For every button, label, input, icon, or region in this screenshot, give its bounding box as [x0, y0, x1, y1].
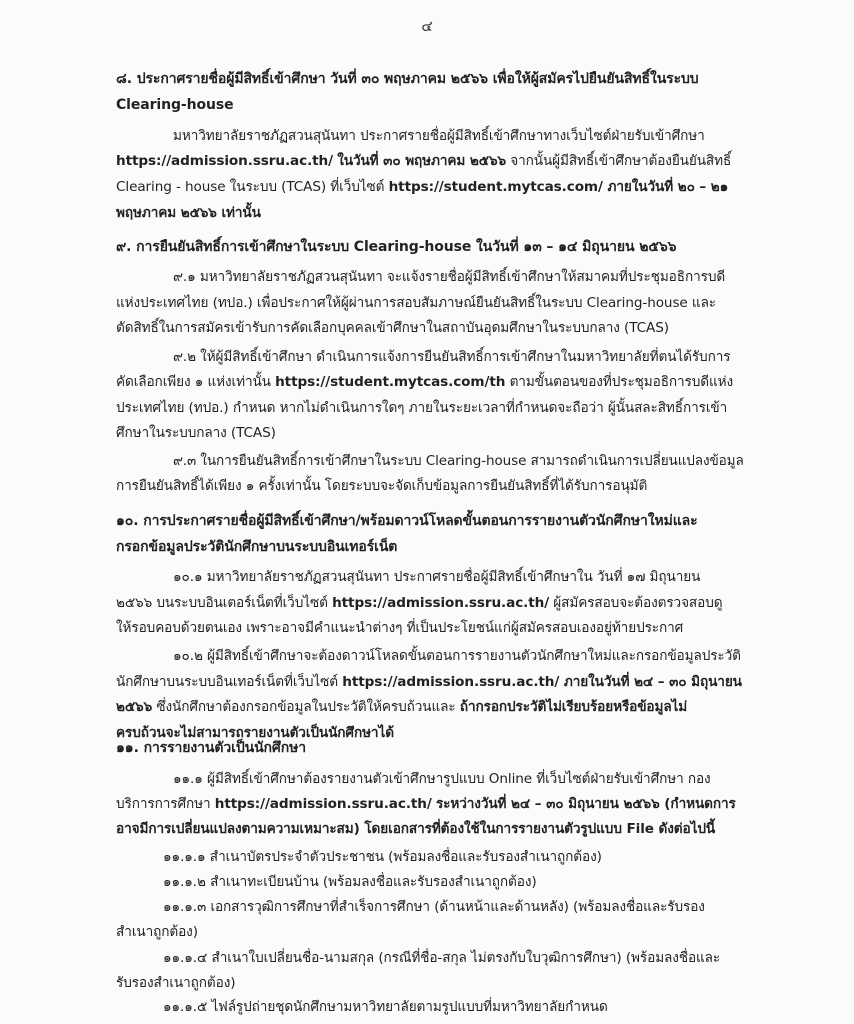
s8-p1-line1: มหาวิทยาลัยราชภัฏสวนสุนันทา ประกาศรายชื่อผู้มีสิทธิ์เข้าศึกษาทางเว็บไซต์ฝ่ายรับเข้าศึกษา: [173, 128, 705, 144]
s11-p1-line3: อาจมีการเปลี่ยนแปลงตามความเหมาะสม) โดยเอกสารที่ต้องใช้ในการรายงานตัวรูปแบบ File ดังต่อไปนี้: [116, 821, 716, 837]
s10-p2-line3: ๒๕๖๖ ซึ่งนักศึกษาต้องกรอกข้อมูลในประวัติให้ครบถ้วนและ ถ้ากรอกประวัติไม่เรียบร้อยหรือข้อมูลไม่: [116, 699, 688, 715]
s9-p1-line3: ตัดสิทธิ์ในการสมัครเข้ารับการคัดเลือกบุคคลเข้าศึกษาในสถาบันอุดมศึกษาในระบบกลาง (TCAS): [116, 320, 669, 336]
s10-p2-line4: ครบถ้วนจะไม่สามารถรายงานตัวเป็นนักศึกษาได้: [116, 725, 394, 741]
s8-p1-line4: พฤษภาคม ๒๕๖๖ เท่านั้น: [116, 205, 261, 221]
s9-p2-line2: คัดเลือกเพียง ๑ แห่งเท่านั้น https://student.mytcas.com/th ตามขั้นตอนของที่ประชุมอธิการบดีแห่ง: [116, 374, 734, 390]
s10-p2-line2: นักศึกษาบนระบบอินเทอร์เน็ตที่เว็บไซต์ https://admission.ssru.ac.th/ ภายในวันที่ ๒๔ – ๓๐ มิถุนายน: [116, 674, 742, 690]
s11-item-1: ๑๑.๑.๑ สำเนาบัตรประจำตัวประชาชน (พร้อมลงชื่อและรับรองสำเนาถูกต้อง): [163, 849, 602, 865]
section-8-heading: ๘. ประกาศรายชื่อผู้มีสิทธิ์เข้าศึกษา วันที่ ๓๐ พฤษภาคม ๒๕๖๖ เพื่อให้ผู้สมัครไปยืนยันสิทธิ์ในระบบ: [116, 71, 699, 87]
s10-p1-line3: ให้รอบคอบด้วยตนเอง เพราะอาจมีคำแนะนำต่างๆ ที่เป็นประโยชน์แก่ผู้สมัครสอบเองอยู่ท้ายประกาศ: [116, 620, 684, 636]
s9-p2-line3: ประเทศไทย (ทปอ.) กำหนด หากไม่ดำเนินการใดๆ ภายในระยะเวลาที่กำหนดจะถือว่า ผู้นั้นสละสิทธิ์การเข้า: [116, 400, 728, 416]
s9-p2-line4: ศึกษาในระบบกลาง (TCAS): [116, 425, 276, 441]
section-8-heading-cont: Clearing-house: [116, 97, 234, 113]
mytcas-url: https://student.mytcas.com/ ภายในวันที่ ๒๐ – ๒๑: [388, 179, 729, 195]
s8-p1-line2: https://admission.ssru.ac.th/ ในวันที่ ๓๐ พฤษภาคม ๒๕๖๖ จากนั้นผู้มีสิทธิ์เข้าศึกษาต้องยืนยันสิทธิ์: [116, 153, 732, 169]
s10-p1-line1: ๑๐.๑ มหาวิทยาลัยราชภัฏสวนสุนันทา ประกาศรายชื่อผู้มีสิทธิ์เข้าศึกษาใน วันที่ ๑๗ มิถุนายน: [173, 569, 701, 585]
admission-url: https://admission.ssru.ac.th/ ภายในวันที่ ๒๔ – ๓๐ มิถุนายน: [342, 674, 742, 690]
s11-item-3-cont: สำเนาถูกต้อง): [116, 924, 198, 940]
section-10-heading: ๑๐. การประกาศรายชื่อผู้มีสิทธิ์เข้าศึกษา/พร้อมดาวน์โหลดขั้นตอนการรายงานตัวนักศึกษาใหม่และ: [116, 513, 698, 529]
s9-p3-line2: การยืนยันสิทธิ์ได้เพียง ๑ ครั้งเท่านั้น โดยระบบจะจัดเก็บข้อมูลการยืนยันสิทธิ์ที่ได้รับการอนุมัติ: [116, 478, 648, 494]
s9-p1-line2: แห่งประเทศไทย (ทปอ.) เพื่อประกาศให้ผู้ผ่านการสอบสัมภาษณ์ยืนยันสิทธิ์ในระบบ Clearing-house และ: [116, 295, 717, 311]
page-number: ๔: [421, 17, 433, 35]
s8-p1-line3: Clearing - house ในระบบ (TCAS) ที่เว็บไซต์ https://student.mytcas.com/ ภายในวันที่ ๒๐ – ๒๑: [116, 179, 729, 195]
s11-item-4: ๑๑.๑.๔ สำเนาใบเปลี่ยนชื่อ-นามสกุล (กรณีที่ชื่อ-สกุล ไม่ตรงกับใบวุฒิการศึกษา) (พร้อมลงชื่อและ: [163, 950, 721, 966]
s10-p1-line2: ๒๕๖๖ บนระบบอินเตอร์เน็ตที่เว็บไซต์ https://admission.ssru.ac.th/ ผู้สมัครสอบจะต้องตรวจสอบดู: [116, 595, 723, 611]
section-9-heading: ๙. การยืนยันสิทธิ์การเข้าศึกษาในระบบ Clearing-house ในวันที่ ๑๓ – ๑๔ มิถุนายน ๒๕๖๖: [116, 239, 677, 255]
s9-p2-line1: ๙.๒ ให้ผู้มีสิทธิ์เข้าศึกษา ดำเนินการแจ้งการยืนยันสิทธิ์การเข้าศึกษาในมหาวิทยาลัยที่ตนได้รับการ: [173, 349, 731, 365]
s11-p1-line2: บริการการศึกษา https://admission.ssru.ac.th/ ระหว่างวันที่ ๒๔ – ๓๐ มิถุนายน ๒๕๖๖ (กำหนดการ: [116, 796, 736, 812]
s9-p3-line1: ๙.๓ ในการยืนยันสิทธิ์การเข้าศึกษาในระบบ Clearing-house สามารถดำเนินการเปลี่ยนแปลงข้อมูล: [173, 453, 744, 469]
s9-p1-line1: ๙.๑ มหาวิทยาลัยราชภัฏสวนสุนันทา จะแจ้งรายชื่อผู้มีสิทธิ์เข้าศึกษาให้สมาคมที่ประชุมอธิการบดี: [173, 269, 726, 285]
s10-p2-line1: ๑๐.๒ ผู้มีสิทธิ์เข้าศึกษาจะต้องดาวน์โหลดขั้นตอนการรายงานตัวนักศึกษาใหม่และกรอกข้อมูลประวัติ: [173, 648, 741, 664]
admission-url: https://admission.ssru.ac.th/: [332, 595, 550, 611]
s11-item-3: ๑๑.๑.๓ เอกสารวุฒิการศึกษาที่สำเร็จการศึกษา (ด้านหน้าและด้านหลัง) (พร้อมลงชื่อและรับรอง: [163, 899, 705, 915]
admission-url: https://admission.ssru.ac.th/: [214, 796, 432, 812]
s11-item-2: ๑๑.๑.๒ สำเนาทะเบียนบ้าน (พร้อมลงชื่อและรับรองสำเนาถูกต้อง): [163, 874, 537, 890]
admission-url: https://admission.ssru.ac.th/: [116, 153, 333, 169]
s11-item-5: ๑๑.๑.๕ ไฟล์รูปถ่ายชุดนักศึกษามหาวิทยาลัยตามรูปแบบที่มหาวิทยาลัยกำหนด: [163, 999, 608, 1015]
s11-p1-line1: ๑๑.๑ ผู้มีสิทธิ์เข้าศึกษาต้องรายงานตัวเข้าศึกษารูปแบบ Online ที่เว็บไซต์ฝ่ายรับเข้าศึกษา กอง: [173, 771, 711, 787]
mytcas-th-url: https://student.mytcas.com/th: [275, 374, 506, 390]
s11-item-4-cont: รับรองสำเนาถูกต้อง): [116, 975, 236, 991]
section-11-heading: ๑๑. การรายงานตัวเป็นนักศึกษา: [116, 740, 306, 756]
section-10-heading-cont: กรอกข้อมูลประวัตินักศึกษาบนระบบอินเทอร์เน็ต: [116, 539, 398, 555]
